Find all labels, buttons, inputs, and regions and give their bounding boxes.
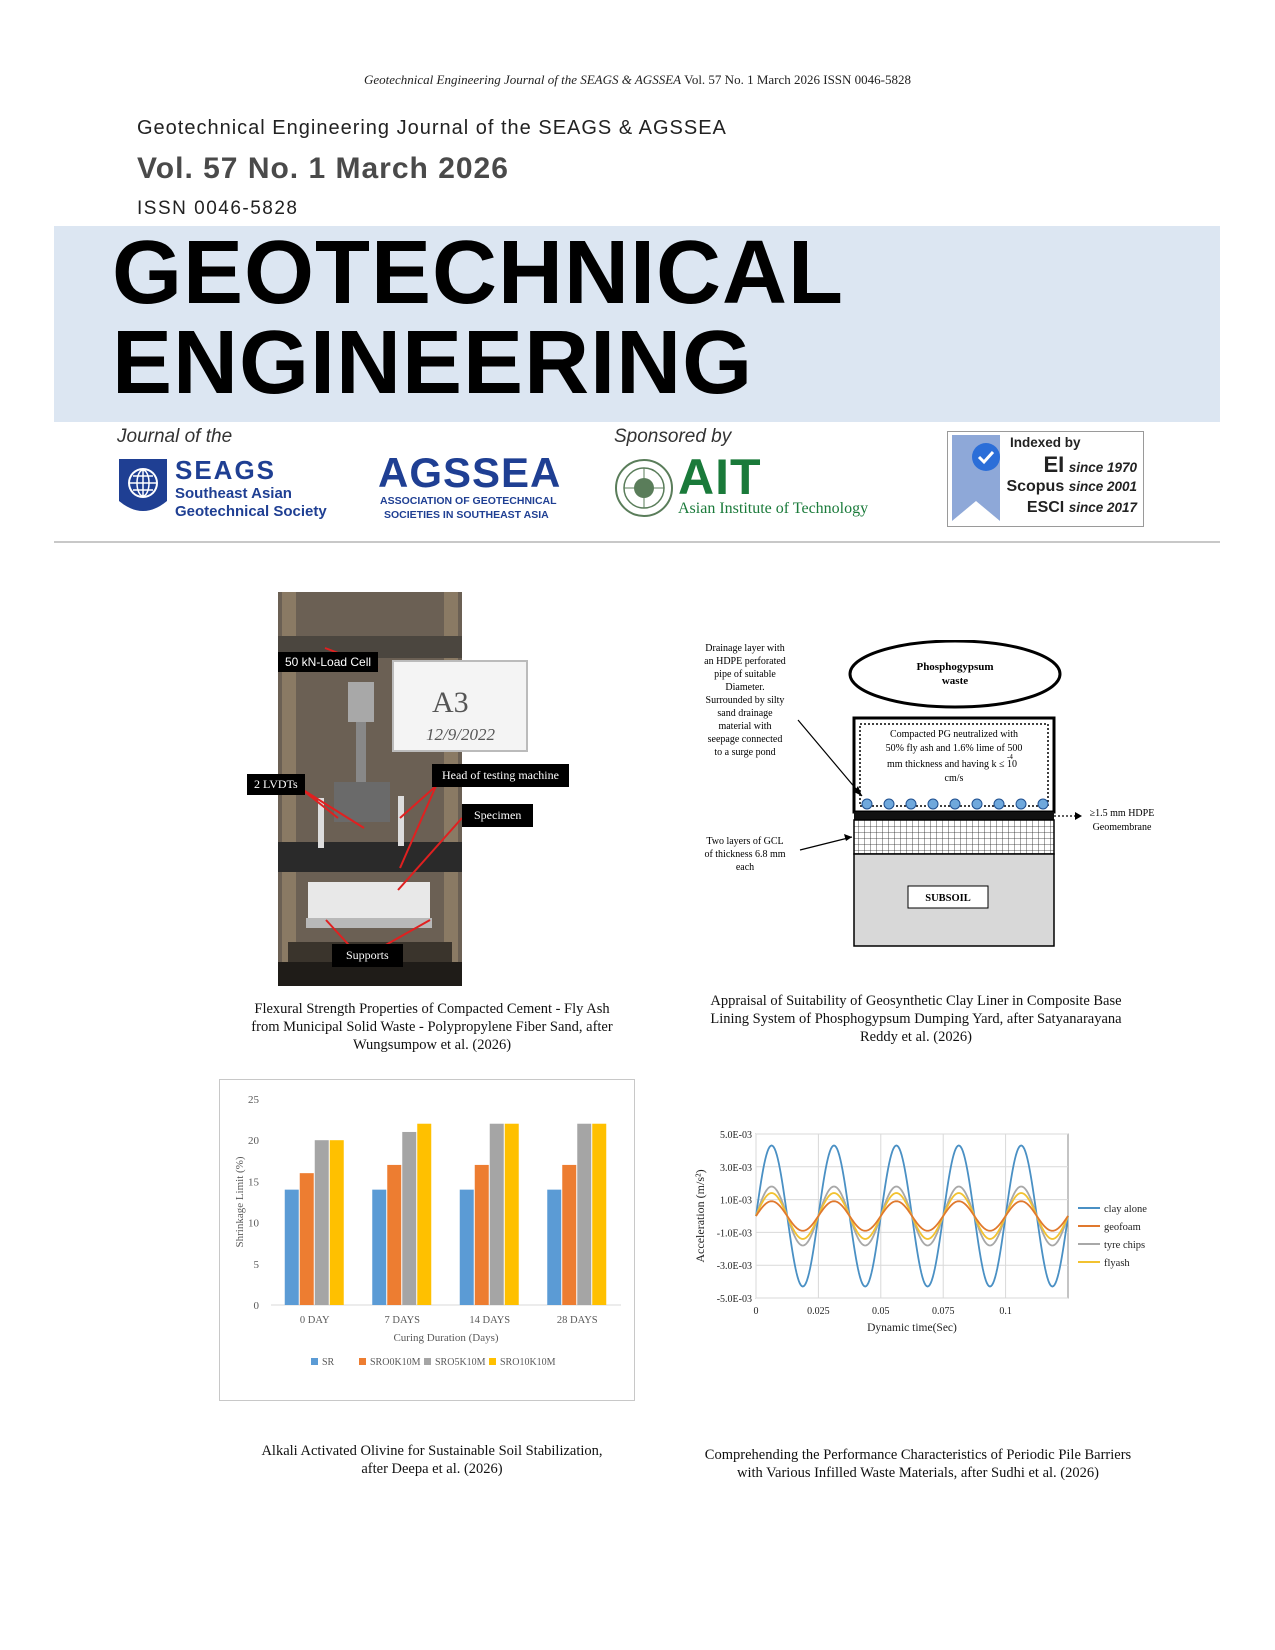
legend-label: SR (322, 1357, 335, 1368)
pg-waste-label2: waste (941, 675, 969, 687)
drainage-line: seepage connected (707, 734, 783, 745)
legend-label: geofoam (1104, 1222, 1141, 1233)
legend-label: SRO10K10M (500, 1357, 556, 1368)
x-tick-label: 0.1 (999, 1306, 1012, 1317)
ait-name: AIT (678, 449, 762, 505)
legend-swatch (359, 1358, 366, 1365)
x-tick-label: 28 DAYS (556, 1315, 598, 1326)
indexed-ribbon-icon (952, 435, 1004, 523)
figure4-caption-line: Comprehending the Performance Characteristics of Periodic Pile Barriers (704, 1447, 1132, 1463)
legend-label: SRO5K10M (435, 1357, 486, 1368)
shrinkage-bar-chart (219, 1079, 635, 1401)
y-tick-label: 0 (253, 1300, 259, 1312)
label-specimen: Specimen (462, 804, 533, 827)
seags-sub1: Southeast Asian (175, 485, 292, 502)
compacted-label-2: 50% fly ash and 1.6% lime of 500 (885, 743, 1023, 754)
bar (372, 1190, 386, 1305)
legend-label: clay alone (1104, 1204, 1147, 1215)
bar (315, 1140, 329, 1305)
y-tick-label: -5.0E-03 (716, 1294, 752, 1305)
figure1-caption-line: Flexural Strength Properties of Compacted Cement - Fly Ash (254, 1001, 610, 1017)
index-name-ei: EI (1043, 452, 1065, 477)
acceleration-line-chart (690, 1128, 1190, 1358)
seags-sub2: Geotechnical Society (175, 503, 327, 520)
label-lvdts: 2 LVDTs (247, 774, 305, 795)
agssea-name: AGSSEA (378, 449, 562, 496)
figure2-diagram (690, 640, 1230, 960)
ait-sub: Asian Institute of Technology (678, 500, 869, 517)
index-since-ei: since 1970 (1068, 460, 1137, 475)
drainage-line: an HDPE perforated (704, 656, 786, 667)
y-axis-label: Acceleration (m/s²) (693, 1169, 707, 1263)
hdpe-geomembrane (854, 812, 1054, 820)
gcl-line: Two layers of GCL (706, 836, 784, 847)
x-axis-label: Dynamic time(Sec) (867, 1322, 957, 1334)
pg-waste-ellipse (850, 641, 1060, 707)
seags-emblem-icon (117, 457, 169, 521)
figure3-caption (212, 1442, 652, 1478)
bar (577, 1124, 591, 1305)
index-row-ei (1043, 452, 1137, 478)
figure1-caption-line: Wungsumpow et al. (2026) (352, 1037, 512, 1053)
figure2-caption-line: Appraisal of Suitability of Geosynthetic Clay Liner in Composite Base (710, 993, 1122, 1009)
drainage-line: to a surge pond (714, 747, 776, 758)
bar (562, 1165, 576, 1305)
drainage-line: material with (718, 721, 772, 732)
svg-text:A3: A3 (432, 686, 469, 719)
journal-title (112, 223, 844, 413)
hdpe-label-1: ≥1.5 mm HDPE (1089, 808, 1155, 819)
pg-waste-label1: Phosphogypsum (916, 661, 994, 673)
x-tick-label: 0.025 (807, 1306, 830, 1317)
x-tick-label: 14 DAYS (469, 1315, 511, 1326)
sponsored-by-label: Sponsored by (614, 426, 732, 447)
running-header-issue: Vol. 57 No. 1 March 2026 ISSN 0046-5828 (681, 72, 912, 87)
agssea-sub2: SOCIETIES IN SOUTHEAST ASIA (384, 509, 549, 521)
bar (417, 1124, 431, 1305)
compacted-exponent: -4 (1007, 753, 1013, 761)
index-since-scopus: since 2001 (1068, 479, 1137, 494)
index-since-esci: since 2017 (1068, 500, 1137, 515)
figure2-caption-line: Lining System of Phosphogypsum Dumping Yard, after Satyanarayana (710, 1011, 1122, 1027)
figure2-caption-line: Reddy et al. (2026) (860, 1029, 972, 1045)
legend-label: flyash (1104, 1258, 1130, 1269)
drainage-label (704, 643, 786, 758)
y-tick-label: -1.0E-03 (716, 1228, 752, 1240)
figure2-caption (676, 992, 1156, 1046)
drainage-line: Drainage layer with (705, 643, 785, 654)
y-tick-label: 20 (248, 1135, 259, 1148)
journal-title-line2: ENGINEERING (112, 313, 754, 413)
bar (547, 1190, 561, 1305)
index-row-scopus (1006, 478, 1137, 496)
subsoil-label: SUBSOIL (925, 893, 971, 904)
figure3-caption-line: Alkali Activated Olivine for Sustainable Soil Stabilization, (261, 1443, 603, 1459)
bar (460, 1190, 474, 1305)
gcl-line: of thickness 6.8 mm (704, 849, 786, 860)
bar (300, 1173, 314, 1305)
drainage-pipes (862, 799, 1048, 809)
y-axis-label: Shrinkage Limit (%) (234, 1156, 246, 1248)
drainage-line: sand drainage (717, 708, 773, 719)
legend-swatch (489, 1358, 496, 1365)
index-name-scopus: Scopus (1006, 478, 1065, 495)
figure1-caption (212, 1000, 652, 1054)
figure4-caption (660, 1446, 1176, 1482)
x-axis-label: Curing Duration (Days) (393, 1332, 499, 1344)
svg-text:12/9/2022: 12/9/2022 (426, 725, 495, 744)
label-load-cell: 50 kN-Load Cell (278, 652, 378, 672)
compacted-label-4: cm/s (944, 773, 964, 784)
y-tick-label: 3.0E-03 (720, 1162, 752, 1174)
x-tick-label: 0.075 (931, 1306, 955, 1317)
x-tick-label: 0 (753, 1306, 759, 1317)
bar (330, 1140, 344, 1305)
legend-swatch (424, 1358, 431, 1365)
drainage-line: Diameter. (725, 682, 765, 693)
y-tick-label: 5.0E-03 (720, 1130, 752, 1141)
x-tick-label: 7 DAYS (384, 1315, 420, 1326)
journal-line: Geotechnical Engineering Journal of the SEAGS & AGSSEA (137, 117, 727, 139)
drainage-line: pipe of suitable (714, 669, 776, 680)
journal-title-line1: GEOTECHNICAL (112, 223, 844, 323)
y-tick-label: 10 (248, 1217, 259, 1230)
gcl-line: each (735, 862, 755, 873)
ait-seal-icon (614, 458, 674, 518)
legend-label: tyre chips (1104, 1240, 1146, 1251)
label-supports: Supports (332, 944, 403, 967)
agssea-sub1: ASSOCIATION OF GEOTECHNICAL (380, 495, 557, 507)
compacted-label-1: Compacted PG neutralized with (889, 729, 1019, 740)
agssea-logo (378, 449, 578, 524)
compacted-label-3: mm thickness and having k ≤ 10 (887, 759, 1017, 770)
indexed-title: Indexed by (1010, 435, 1081, 450)
legend-swatch (311, 1358, 318, 1365)
gcl-label (704, 836, 785, 873)
y-tick-label: 15 (248, 1176, 259, 1189)
issn-line: ISSN 0046-5828 (137, 198, 299, 219)
figure4-caption-line: with Various Infilled Waste Materials, after Sudhi et al. (2026) (737, 1465, 1099, 1481)
y-tick-label: 25 (248, 1094, 259, 1106)
bar (402, 1132, 416, 1305)
running-header (0, 72, 1275, 88)
drainage-line: Surrounded by silty (705, 695, 785, 706)
issue-line: Vol. 57 No. 1 March 2026 (137, 152, 509, 185)
y-tick-label: 5 (253, 1258, 259, 1271)
bar (475, 1165, 489, 1305)
bar (490, 1124, 504, 1305)
figure1-caption-line: from Municipal Solid Waste - Polypropylene Fiber Sand, after (251, 1019, 613, 1035)
bar (505, 1124, 519, 1305)
hdpe-label-2: Geomembrane (1092, 822, 1152, 833)
gcl-layer (854, 820, 1054, 854)
seags-logo (117, 455, 327, 525)
ait-logo (614, 449, 904, 527)
bar (592, 1124, 606, 1305)
index-name-esci: ESCI (1026, 499, 1065, 516)
x-tick-label: 0 DAY (299, 1315, 330, 1326)
legend-label: SRO0K10M (370, 1357, 421, 1368)
figure3-caption-line: after Deepa et al. (2026) (361, 1461, 503, 1477)
seags-name: SEAGS (175, 455, 277, 485)
bar (387, 1165, 401, 1305)
y-tick-label: -3.0E-03 (716, 1261, 752, 1273)
bar (285, 1190, 299, 1305)
y-tick-label: 1.0E-03 (720, 1195, 752, 1207)
x-tick-label: 0.05 (872, 1306, 890, 1317)
label-head: Head of testing machine (432, 764, 569, 787)
header-divider (54, 541, 1220, 543)
journal-of-label: Journal of the (117, 426, 233, 447)
running-header-journal: Geotechnical Engineering Journal of the SEAGS & AGSSEA (363, 72, 682, 87)
indexed-by-box (947, 431, 1144, 527)
index-row-esci (1027, 499, 1137, 517)
